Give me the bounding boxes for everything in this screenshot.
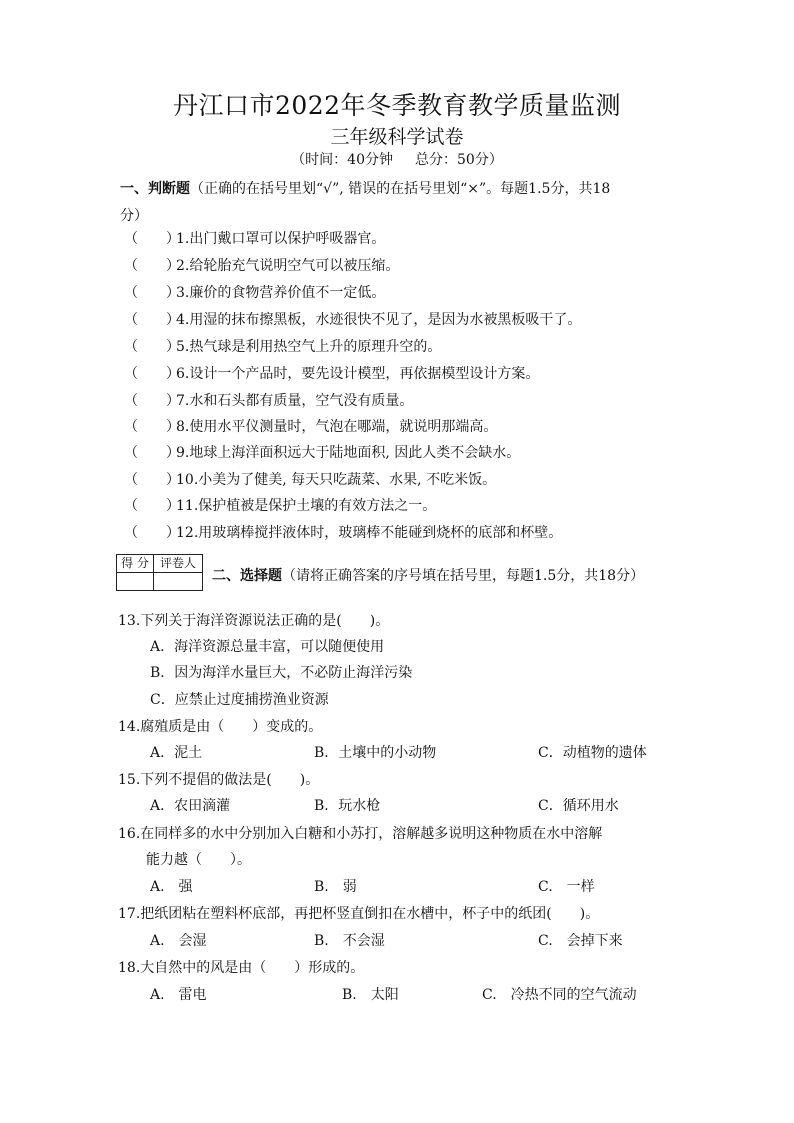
item-number: 8. [176, 419, 190, 435]
item-number: 2. [176, 258, 190, 274]
exam-total-score: 总分：50分） [415, 152, 503, 168]
item-text: 地球上海洋面积远大于陆地面积, 因此人类不会缺水。 [189, 445, 521, 461]
answer-blank[interactable]: （ ） [124, 312, 180, 328]
question-14 [118, 714, 688, 740]
item-number: 7. [176, 393, 190, 409]
option-17-b[interactable]: B. 不会湿 [314, 933, 385, 949]
item-text: 保护植被是保护土壤的有效方法之一。 [198, 498, 437, 514]
question-number: 14. [118, 719, 141, 735]
option-13-a[interactable]: A．海洋资源总量丰富，可以随便使用 [150, 639, 385, 655]
judge-item-4 [124, 307, 684, 333]
option-18-c[interactable]: C. 冷热不同的空气流动 [482, 987, 637, 1003]
answer-blank[interactable]: （ ） [124, 472, 180, 488]
item-number: 4. [176, 312, 190, 328]
item-text: 小美为了健美, 每天只吃蔬菜、水果, 不吃米饭。 [198, 472, 497, 488]
grader-cell[interactable] [154, 573, 203, 591]
item-number: 1. [176, 231, 190, 247]
exam-title: 丹江口市2022年冬季教育教学质量监测 [172, 91, 622, 120]
item-number: 3. [176, 285, 190, 301]
option-16-a[interactable]: A. 强 [150, 879, 193, 895]
option-16-b[interactable]: B. 弱 [314, 879, 357, 895]
option-17-c[interactable]: C. 会掉下来 [538, 933, 623, 949]
question-text: 大自然中的风是由（ ）形成的。 [140, 960, 365, 976]
section2-title: 二、选择题 [212, 568, 282, 584]
exam-time-info [0, 150, 794, 170]
item-text: 用玻璃棒搅拌液体时，玻璃棒不能碰到烧杯的底部和杯壁。 [198, 525, 563, 541]
question-number: 15. [118, 772, 141, 788]
question-text: 把纸团粘在塑料杯底部，再把杯竖直倒扣在水槽中，杯子中的纸团( )。 [140, 906, 600, 922]
section1-instruction: （正确的在括号里划“√”, 错误的在括号里划“×”。每题1.5分，共18 [190, 181, 611, 197]
option-17-a[interactable]: A. 会湿 [150, 933, 207, 949]
option-18-a[interactable]: A. 雷电 [150, 987, 207, 1003]
question-15 [118, 767, 688, 793]
question-text: 腐殖质是由（ ）变成的。 [140, 719, 323, 735]
answer-blank[interactable]: （ ） [124, 258, 180, 274]
judge-item-11 [124, 493, 684, 519]
score-cell[interactable] [117, 573, 154, 591]
score-box [116, 554, 203, 591]
option-14-b[interactable]: B．土壤中的小动物 [314, 745, 437, 761]
judge-item-5 [124, 334, 684, 360]
option-14-c[interactable]: C．动植物的遗体 [538, 745, 647, 761]
question-number: 17. [118, 906, 141, 922]
answer-blank[interactable]: （ ） [124, 498, 180, 514]
answer-blank[interactable]: （ ） [124, 366, 180, 382]
item-text: 用湿的抹布擦黑板，水迹很快不见了，是因为水被黑板吸干了。 [189, 312, 582, 328]
item-number: 9. [176, 445, 190, 461]
section1-title: 一、判断题 [120, 181, 190, 197]
judge-item-10 [124, 467, 684, 493]
answer-blank[interactable]: （ ） [124, 419, 180, 435]
item-number: 5. [176, 339, 190, 355]
option-15-c[interactable]: C．循环用水 [538, 798, 619, 814]
question-text: 在同样多的水中分别加入白糖和小苏打，溶解越多说明这种物质在水中溶解 [140, 826, 603, 842]
judge-item-1 [124, 226, 684, 252]
item-text: 设计一个产品时，要先设计模型，再依据模型设计方案。 [189, 366, 540, 382]
answer-blank[interactable]: （ ） [124, 339, 180, 355]
question-number: 13. [118, 613, 141, 629]
answer-blank[interactable]: （ ） [124, 393, 180, 409]
judge-item-6 [124, 361, 684, 387]
question-text: 下列关于海洋资源说法正确的是( )。 [140, 613, 390, 629]
option-16-c[interactable]: C. 一样 [538, 879, 595, 895]
answer-blank[interactable]: （ ） [124, 525, 180, 541]
answer-blank[interactable]: （ ） [124, 231, 180, 247]
judge-item-12 [124, 520, 684, 546]
judge-item-8 [124, 414, 684, 440]
question-text: 下列不提倡的做法是( )。 [140, 772, 320, 788]
judge-item-2 [124, 253, 684, 279]
question-13 [118, 608, 688, 634]
question-number: 16. [118, 826, 141, 842]
item-number: 6. [176, 366, 190, 382]
answer-blank[interactable]: （ ） [124, 285, 180, 301]
exam-time: （时间：40分钟 [291, 152, 393, 168]
option-13-b[interactable]: B．因为海洋水量巨大，不必防止海洋污染 [150, 665, 413, 681]
question-16 [118, 821, 688, 847]
section1-instruction-cont: 分） [120, 208, 148, 224]
option-15-b[interactable]: B．玩水枪 [314, 798, 381, 814]
question-number: 18. [118, 960, 141, 976]
item-number: 11. [176, 498, 199, 514]
question-18 [118, 955, 688, 981]
item-text: 出门戴口罩可以保护呼吸器官。 [189, 231, 386, 247]
judge-item-9 [124, 440, 684, 466]
section2-heading [212, 563, 702, 589]
item-text: 热气球是利用热空气上升的原理升空的。 [189, 339, 442, 355]
item-number: 10. [176, 472, 199, 488]
section2-instruction: （请将正确答案的序号填在括号里，每题1.5分，共18分） [282, 568, 645, 584]
section1-heading [120, 176, 680, 203]
option-14-a[interactable]: A．泥土 [150, 745, 203, 761]
item-text: 水和石头都有质量，空气没有质量。 [189, 393, 414, 409]
grader-label: 评卷人 [154, 555, 203, 573]
item-text: 给轮胎充气说明空气可以被压缩。 [189, 258, 400, 274]
score-label: 得 分 [117, 555, 154, 573]
judge-item-3 [124, 280, 684, 306]
item-text: 廉价的食物营养价值不一定低。 [189, 285, 386, 301]
answer-blank[interactable]: （ ） [124, 445, 180, 461]
question-16-cont: 能力越（ ）。 [146, 852, 251, 868]
option-15-a[interactable]: A．农田滴灌 [150, 798, 231, 814]
judge-item-7 [124, 388, 684, 414]
option-18-b[interactable]: B. 太阳 [342, 987, 399, 1003]
question-17 [118, 901, 688, 927]
item-number: 12. [176, 525, 199, 541]
exam-subtitle: 三年级科学试卷 [330, 126, 464, 148]
item-text: 使用水平仪测量时，气泡在哪端，就说明那端高。 [189, 419, 498, 435]
option-13-c[interactable]: C．应禁止过度捕捞渔业资源 [150, 692, 329, 708]
